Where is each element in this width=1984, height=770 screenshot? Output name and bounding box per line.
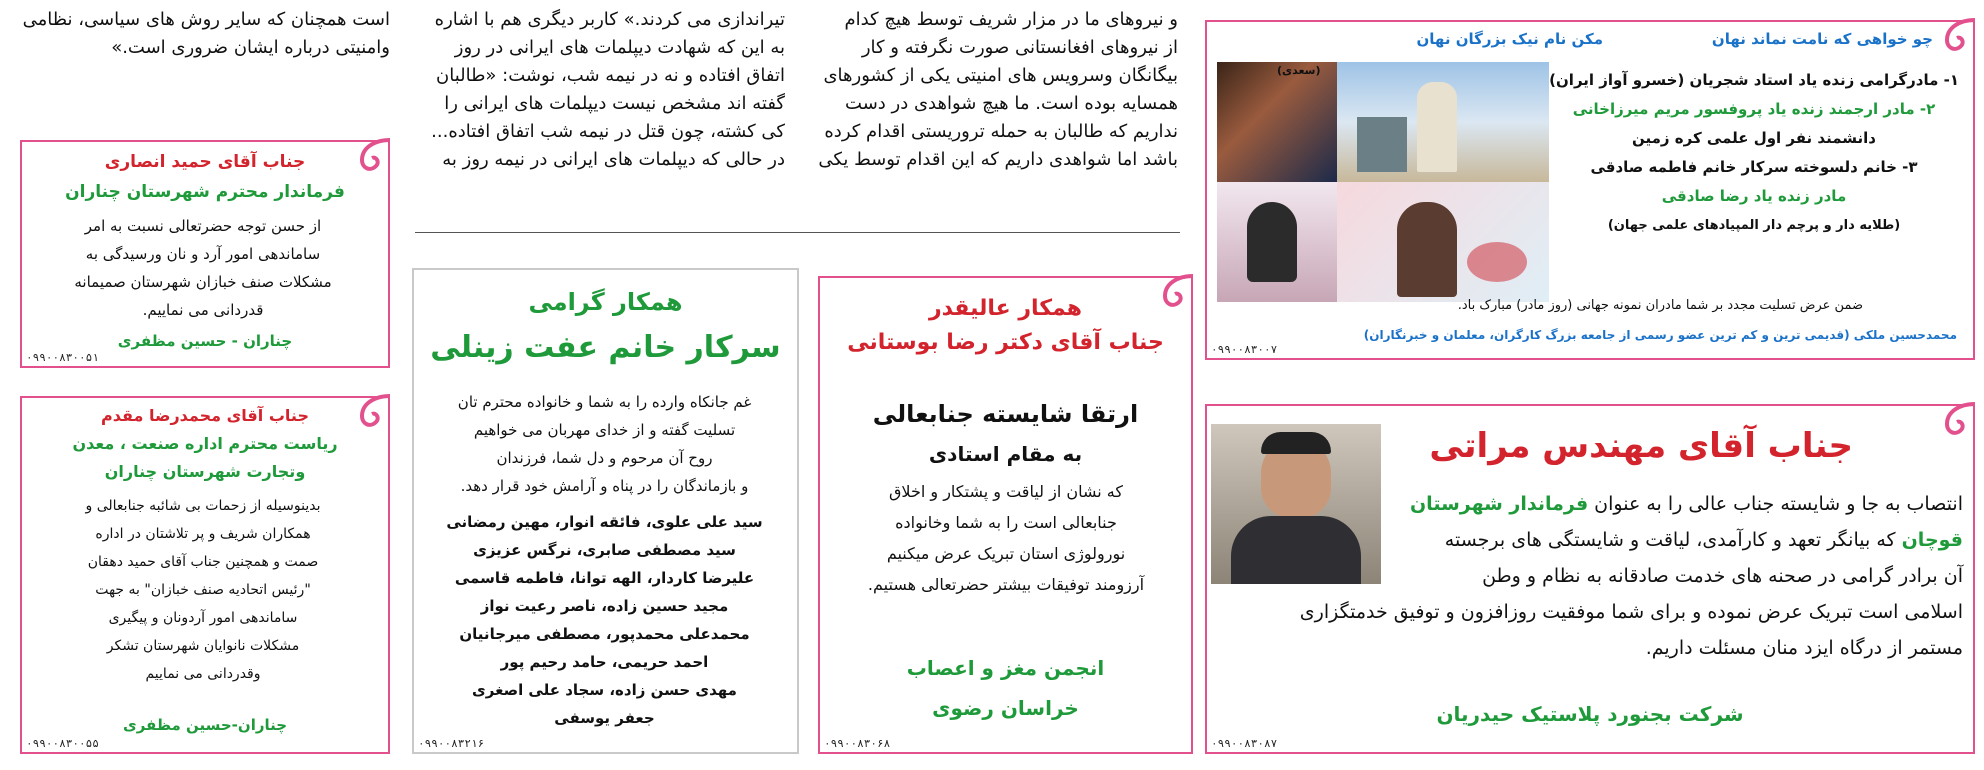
article-column-3 [20, 6, 390, 62]
ad-code: ۰۹۹۰۰۸۳۰۰۵۱ [26, 351, 99, 364]
ad-code: ۰۹۹۰۰۸۳۰۸۷ [1211, 737, 1278, 750]
curl-ornament-icon [1939, 400, 1979, 440]
curl-ornament-icon [1939, 16, 1979, 56]
ad-signature: چناران - حسین مظفری [117, 332, 293, 350]
article-line: گفته اند مشخص نیست دیپلمات های ایرانی را [444, 93, 785, 114]
article-line: نداریم که طالبان به حمله تروریستی اقدام کرده [824, 121, 1178, 142]
ad-headline: ارتقا شایسته جنابعالی [872, 400, 1139, 428]
young-man-photo [1337, 182, 1549, 302]
ad-title: جناب آقای محمدرضا مقدم [101, 406, 309, 425]
article-line: همسایه بوده است. ما هیچ شواهدی در دست [845, 93, 1178, 114]
list-item: (طلایه دار و پرچم دار المپیادهای علمی جهان) [1607, 218, 1901, 233]
portrait-photo [1217, 62, 1337, 182]
ad-signature: شرکت بجنورد پلاستیک حیدریان [1436, 702, 1744, 726]
article-line: اتفاق افتاده و نه در نیمه شب، نوشت: «طالبان [435, 65, 785, 86]
ad-code: ۰۹۹۰۰۸۳۰۶۸ [824, 737, 891, 750]
mothers-list [1549, 66, 1959, 240]
list-item: مادر زنده یاد رضا صادقی [1661, 187, 1847, 205]
ad-ansari [20, 140, 390, 368]
article-line: بیگانگان وسرویس های امنیتی یکی از کشورهای [823, 65, 1178, 86]
ad-signature-line2: خراسان رضوی [932, 696, 1079, 720]
poem-left: مکن نام نیک بزرگان نهان [1416, 30, 1603, 48]
monument-photo [1337, 62, 1549, 182]
ad-code: ۰۹۹۰۰۸۳۲۱۶ [418, 737, 485, 750]
body-line-4: اسلامی است تبریک عرض نموده و برای شما موفقیت روزافزون و توفیق خدمتگزاری [1299, 601, 1963, 623]
article-line: از نیروهای افغانستانی صورت نگرفته و کار [861, 37, 1178, 58]
article-line: کی کشته، چون قتل در نیمه شب اتفاق افتاده... [431, 121, 785, 142]
ad-title: جناب آقای حمید انصاری [104, 152, 306, 172]
marati-body [1223, 486, 1963, 666]
ad-body: از حسن توجه حضرتعالی نسبت به امر ساماندهی امور آرد و نان ورسیدگی به مشکلات صنف خبازان شهرستان صمیمانه قدردانی می نماییم. [74, 217, 332, 319]
ad-subheadline: به مقام استادی [928, 442, 1083, 466]
article-column-2 [415, 6, 785, 174]
ad-signature: محمدحسین ملکی (قدیمی ترین و کم ترین عضو رسمی از جامعه بزرگ کارگران، معلمان و خبرنگاران) [1363, 328, 1957, 342]
body-line-5: مستمر از درگاه ایزد منان مسئلت داریم. [1645, 637, 1963, 659]
ad-body: که نشان از لیاقت و پشتکار و اخلاق جنابعالی است را به شما وخانواده نورولوژی استان تبریک عرض میکنیم آرزومند توفیقات بیشتر حضرتعالی هستیم. [867, 482, 1145, 594]
list-item: ۳- خانم دلسوخته سرکار خانم فاطمه صادقی [1590, 158, 1918, 176]
ad-title-line2: جناب آقای دکتر رضا بوستانی [847, 330, 1164, 355]
ad-zeynali [412, 268, 799, 754]
body-line-1: انتصاب به جا و شایسته جناب عالی را به عنوان فرماندار شهرستان [1409, 493, 1963, 515]
article-line: است همچنان که سایر روش های سیاسی، نظامی [22, 9, 390, 30]
ad-code: ۰۹۹۰۰۸۳۰۰۷ [1211, 343, 1278, 356]
ad-signature: چناران-حسین مظفری [122, 716, 288, 734]
ad-title-line1: همکار گرامی [528, 288, 683, 316]
article-line: تیراندازی می کردند.» کاربر دیگری هم با اشاره [434, 9, 785, 30]
article-line: وامنیتی درباره ایشان ضروری است.» [111, 37, 390, 58]
poem-right: چو خواهی که نامت نماند نهان [1711, 30, 1933, 48]
ad-boostani [818, 276, 1193, 754]
article-line: و نیروهای ما در مزار شریف توسط هیچ کدام [844, 9, 1178, 30]
ad-names: سید علی علوی، فائقه انوار، مهین رمضانی سید مصطفی صابری، نرگس عزیزی علیرضا کاردار، الهه توانا، فاطمه قاسمی مجید حسین زاده، ناصر رعیت نواز محمدعلی محمدپور، مصطفی میرجانیان احمد حریمی، حامد رحیم پور مهدی حسن زاده، سجاد علی اصغری جعفر یوسفی [446, 513, 763, 727]
article-line: به این که شهادت دیپلمات های ایرانی در روز [454, 37, 785, 58]
photo-caption: (سعدی) [1277, 64, 1321, 77]
ad-moghadam [20, 396, 390, 754]
ad-title: جناب آقای مهندس مراتی [1429, 426, 1853, 466]
woman-photo [1217, 182, 1337, 302]
body-line-3: آن برادر گرامی در صحنه های خدمت صادقانه به نظام و وطن [1482, 565, 1963, 587]
ad-body: غم جانکاه وارده را به شما و خانواده محترم تان تسلیت گفته و از خدای مهربان می خواهیم روح آن مرحوم و دل شما، فرزندان و بازماندگان را در پناه و آرامش خود قرار دهد. [457, 393, 752, 495]
ad-title-line2: سرکار خانم عفت زینلی [430, 330, 781, 365]
article-column-1 [808, 6, 1178, 174]
column-divider [415, 232, 1180, 233]
ad-mothers-day [1205, 20, 1975, 360]
article-line: باشد اما شواهدی داریم که این اقدام توسط یکی [818, 149, 1178, 170]
ad-signature-line1: انجمن مغز و اعصاب [906, 656, 1105, 680]
article-line: در حالی که دیپلمات های ایرانی در نیمه روز به [442, 149, 785, 170]
condolence-text: ضمن عرض تسلیت مجدد بر شما مادران نمونه جهانی (روز مادر) مبارک باد. [1457, 298, 1863, 313]
body-line-2: قوچان که بیانگر تعهد و کارآمدی، لیاقت و شایستگی های برجسته [1444, 529, 1963, 551]
ad-subtitle: فرماندار محترم شهرستان چناران [65, 182, 345, 202]
ad-subtitle-1: ریاست محترم اداره صنعت ، معدن [72, 434, 338, 453]
ad-title-line1: همکار عالیقدر [928, 296, 1083, 321]
mothers-photo-collage [1217, 62, 1549, 302]
list-item: ۱- مادرگرامی زنده یاد استاد شجریان (خسرو آواز ایران) [1549, 71, 1959, 89]
ad-body: بدینوسیله از زحمات بی شائبه جنابعالی و همکاران شریف و پر تلاشتان در اداره صمت و همچنین جناب آقای حمید دهقان "رئیس اتحادیه صنف خبازان" به جهت ساماندهی امور آردونان و پیگیری مشکلات نانوایان شهرستان تشکر وقدردانی می نماییم [85, 498, 321, 682]
ad-subtitle-2: وتجارت شهرستان چناران [104, 462, 306, 481]
ad-marati [1205, 404, 1975, 754]
list-item: ۲- مادر ارجمند زنده یاد پروفسور مریم میرزاخانی [1572, 100, 1936, 118]
list-item: دانشمند نفر اول علمی کره زمین [1632, 129, 1876, 147]
ad-code: ۰۹۹۰۰۸۳۰۰۵۵ [26, 737, 99, 750]
